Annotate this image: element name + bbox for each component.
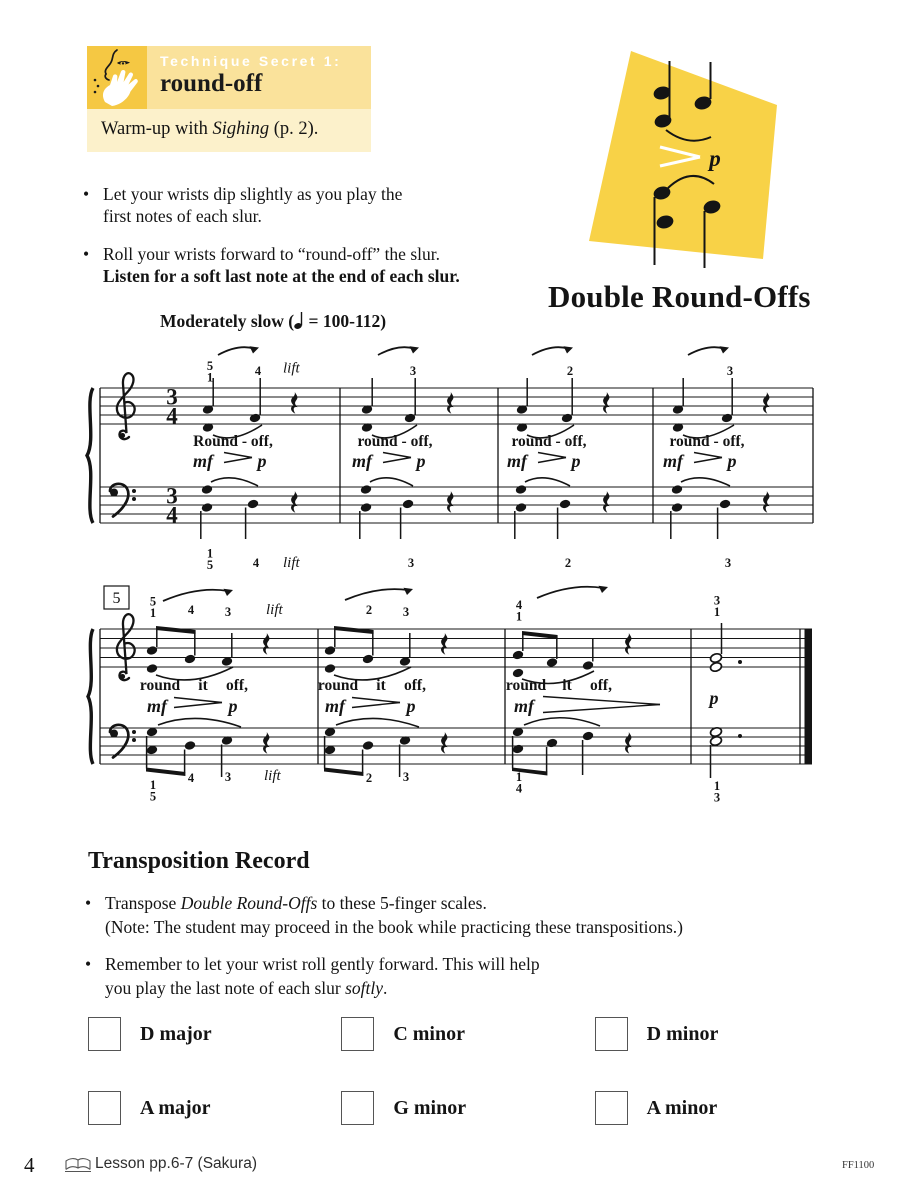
svg-text:round: round — [317, 677, 359, 694]
svg-text:round: round — [505, 677, 547, 694]
svg-text:1: 1 — [713, 779, 721, 793]
svg-text:5: 5 — [149, 789, 157, 804]
svg-text:mf: mf — [352, 451, 372, 471]
bullet-icon: • — [83, 244, 90, 264]
svg-text:p: p — [257, 451, 267, 471]
intro-bullet-1 — [83, 183, 523, 227]
svg-text:4: 4 — [166, 502, 178, 528]
svg-text:1: 1 — [149, 778, 157, 792]
round-off-poster-graphic — [560, 35, 810, 285]
intro-b1-line2: first notes of each slur. — [103, 206, 262, 226]
svg-text:4: 4 — [187, 771, 195, 785]
bullet-icon: • — [85, 893, 92, 913]
bullet-icon: • — [83, 184, 90, 204]
round-off-arrow-icon — [224, 589, 234, 596]
round-off-arrow-icon — [564, 346, 574, 353]
svg-text:mf: mf — [193, 451, 213, 471]
svg-text:5: 5 — [206, 558, 214, 572]
checkbox-cell — [595, 1017, 848, 1051]
tempo-prefix: Moderately slow ( — [160, 311, 295, 331]
warmup-note — [87, 109, 371, 152]
svg-text:it: it — [562, 677, 572, 694]
checkbox-label: A major — [140, 1096, 211, 1119]
svg-text:3: 3 — [224, 770, 232, 784]
transposition-bullet-2-text — [105, 952, 540, 1000]
svg-text:lift: lift — [283, 360, 300, 377]
checkbox-label: C minor — [393, 1022, 465, 1045]
checkbox-cell — [341, 1091, 594, 1125]
warmup-post: (p. 2). — [269, 119, 319, 139]
open-book-icon — [64, 1156, 92, 1173]
svg-text:lift: lift — [283, 555, 300, 571]
transposition-bullet-2 — [85, 952, 875, 1000]
svg-text:p: p — [228, 696, 238, 716]
svg-text:mf: mf — [507, 451, 527, 471]
checkbox-a-minor[interactable] — [595, 1091, 628, 1125]
svg-text:1: 1 — [713, 605, 721, 619]
svg-text:it: it — [376, 677, 386, 694]
intro-bullet-1-text — [103, 183, 402, 227]
svg-text:3: 3 — [407, 556, 415, 570]
system-2 — [88, 586, 812, 805]
poster-p-dynamic: p — [709, 146, 721, 171]
measure-2 — [352, 346, 454, 570]
trans-b2-pre: you play the last note of each slur — [105, 978, 346, 998]
svg-text:lift: lift — [266, 602, 283, 618]
svg-text:4: 4 — [515, 598, 523, 612]
svg-text:1: 1 — [206, 370, 214, 385]
technique-secret-box — [87, 46, 371, 152]
trans-b1-piece: Double Round-Offs — [180, 893, 318, 913]
checkbox-d-major[interactable] — [88, 1017, 121, 1051]
checkbox-d-minor[interactable] — [595, 1017, 628, 1051]
svg-text:3: 3 — [713, 593, 721, 608]
svg-text:2: 2 — [365, 771, 373, 785]
svg-text:1: 1 — [515, 609, 523, 624]
technique-title: round-off — [160, 70, 263, 97]
svg-text:3: 3 — [409, 364, 417, 378]
transposition-bullets — [85, 891, 875, 1013]
intro-bullet-2-text — [103, 243, 460, 287]
svg-text:3: 3 — [724, 556, 732, 570]
svg-text:mf: mf — [514, 696, 534, 716]
svg-text:1: 1 — [206, 546, 214, 561]
checkbox-label: G minor — [393, 1096, 467, 1119]
checkbox-c-minor[interactable] — [341, 1017, 374, 1051]
svg-text:round - off,: round - off, — [511, 433, 587, 450]
music-score — [0, 340, 900, 815]
round-off-arrow-icon — [720, 346, 730, 353]
tempo-marking — [160, 311, 386, 332]
svg-text:mf: mf — [147, 696, 167, 716]
system-1 — [87, 346, 813, 572]
svg-text:4: 4 — [515, 781, 523, 796]
svg-text:3: 3 — [402, 605, 410, 619]
svg-text:3: 3 — [166, 483, 178, 509]
measure-4 — [663, 346, 770, 570]
intro-bullet-2 — [83, 243, 523, 287]
checkbox-g-minor[interactable] — [341, 1091, 374, 1125]
svg-text:2: 2 — [564, 556, 572, 570]
checkbox-cell — [341, 1017, 594, 1051]
lesson-reference-text: Lesson pp.6-7 (Sakura) — [95, 1155, 257, 1172]
intro-b2-line2: Listen for a soft last note at the end of each slur. — [103, 266, 460, 286]
svg-text:1: 1 — [149, 606, 157, 620]
page-title: Double Round-Offs — [548, 279, 811, 314]
page-number: 4 — [24, 1153, 35, 1177]
system-2-staves — [100, 629, 812, 764]
svg-text:5: 5 — [149, 594, 157, 609]
transposition-bullet-1 — [85, 891, 875, 939]
trans-b2-line1: Remember to let your wrist roll gently forward. This will help — [105, 954, 540, 974]
round-off-arrow-icon — [404, 588, 414, 595]
checkbox-label: D major — [140, 1022, 212, 1045]
system-2-barlines — [100, 629, 800, 764]
round-off-arrow-icon — [410, 346, 420, 353]
svg-text:off,: off, — [404, 677, 426, 694]
svg-text:4: 4 — [252, 556, 260, 570]
svg-text:mf: mf — [325, 696, 345, 716]
svg-text:2: 2 — [365, 603, 373, 617]
transposition-heading: Transposition Record — [88, 848, 310, 874]
measure-3 — [507, 346, 610, 570]
svg-text:round: round — [139, 677, 181, 694]
checkbox-label: D minor — [646, 1022, 719, 1045]
svg-text:off,: off, — [226, 677, 248, 694]
technique-face-hand-icon — [87, 46, 147, 109]
svg-text:3: 3 — [726, 364, 734, 378]
checkbox-cell — [88, 1091, 341, 1125]
measure-1 — [193, 346, 301, 572]
warmup-pre: Warm-up with — [101, 119, 213, 139]
svg-text:4: 4 — [254, 364, 262, 378]
svg-text:it: it — [198, 677, 208, 694]
svg-text:p: p — [406, 696, 416, 716]
svg-text:p: p — [709, 688, 719, 708]
trans-b2-softly: softly — [345, 978, 383, 998]
svg-text:off,: off, — [590, 677, 612, 694]
trans-b1-pre: Transpose — [105, 893, 181, 913]
measure-5 — [140, 589, 284, 804]
time-signature — [166, 385, 178, 528]
svg-text:1: 1 — [515, 770, 523, 784]
svg-text:lift: lift — [264, 768, 281, 784]
bass-clef-icon — [110, 484, 136, 517]
intro-bullets — [83, 183, 523, 303]
warmup-piece: Sighing — [212, 119, 270, 139]
treble-clef-icon — [117, 614, 135, 680]
round-off-arrow-icon — [599, 586, 609, 593]
trans-b1-post: to these 5-finger scales. — [317, 893, 487, 913]
bass-clef-icon — [110, 725, 136, 758]
checkbox-cell — [88, 1017, 341, 1051]
rehearsal-mark: 5 — [112, 590, 121, 607]
intro-b2-line1: Roll your wrists forward to “round-off” the slur. — [103, 244, 440, 264]
technique-kicker: Technique Secret 1: — [160, 53, 342, 69]
catalog-number: FF1100 — [842, 1160, 875, 1171]
trans-b2-post: . — [383, 978, 388, 998]
svg-text:4: 4 — [187, 603, 195, 617]
svg-text:p: p — [571, 451, 581, 471]
svg-text:5: 5 — [206, 359, 214, 373]
svg-text:3: 3 — [224, 605, 232, 619]
grand-staff-brace — [88, 629, 93, 764]
quarter-note-icon — [294, 311, 304, 330]
checkbox-label: A minor — [646, 1096, 718, 1119]
svg-text:3: 3 — [166, 384, 178, 410]
svg-text:p: p — [416, 451, 426, 471]
intro-b1-line1: Let your wrists dip slightly as you play the — [103, 184, 403, 204]
transposition-bullet-1-text — [105, 891, 683, 939]
lesson-reference — [64, 1155, 257, 1173]
svg-text:mf: mf — [663, 451, 683, 471]
svg-text:3: 3 — [402, 770, 410, 784]
svg-text:Round - off,: Round - off, — [193, 433, 273, 450]
svg-text:4: 4 — [166, 403, 178, 429]
svg-text:round - off,: round - off, — [357, 433, 433, 450]
final-barline — [805, 629, 813, 764]
measure-8 — [708, 594, 743, 805]
transposition-checkbox-grid — [88, 1017, 848, 1165]
poster-yellow-panel — [589, 51, 777, 259]
trans-b1-note: (Note: The student may proceed in the book while practicing these transpositions.) — [105, 917, 684, 937]
svg-text:2: 2 — [566, 364, 574, 378]
svg-text:p: p — [727, 451, 737, 471]
round-off-arrow-icon — [250, 346, 260, 353]
checkbox-a-major[interactable] — [88, 1091, 121, 1125]
tempo-suffix: = 100-112) — [304, 311, 387, 331]
svg-text:round - off,: round - off, — [669, 433, 745, 450]
checkbox-cell — [595, 1091, 848, 1125]
grand-staff-brace — [87, 388, 93, 523]
bullet-icon: • — [85, 954, 92, 974]
svg-text:3: 3 — [713, 790, 721, 805]
